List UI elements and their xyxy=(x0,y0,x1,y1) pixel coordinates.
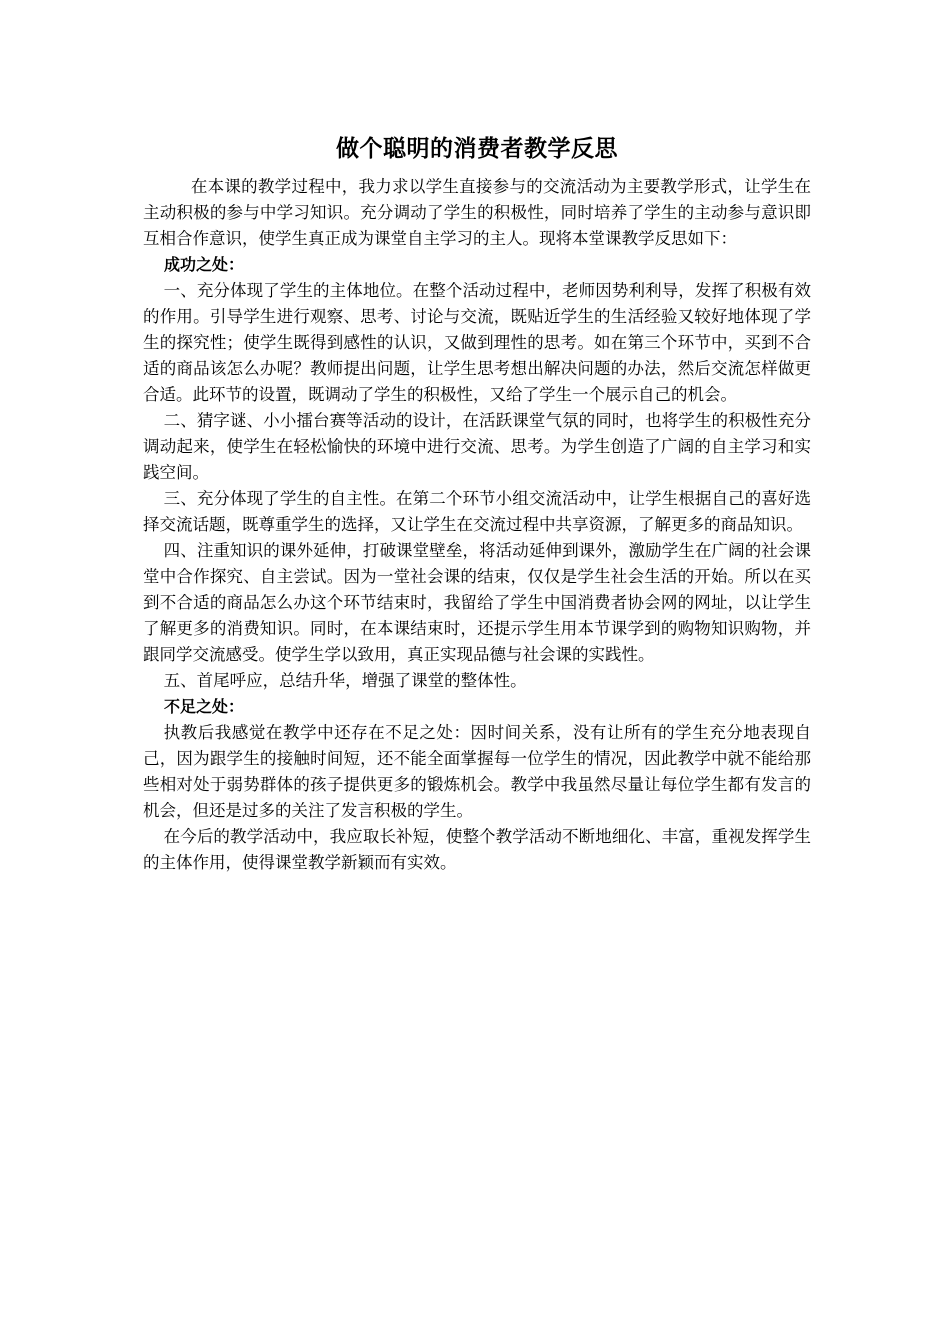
success-item-1: 一、充分体现了学生的主体地位。在整个活动过程中，老师因势利利导，发挥了积极有效的作用。引导学生进行观察、思考、讨论与交流，既贴近学生的生活经验又较好地体现了学生的探究性；使学生既得到感性的认识，又做到理性的思考。如在第三个环节中，买到不合适的商品该怎么办呢？教师提出问题，让学生思考想出解决问题的办法，然后交流怎样做更合适。此环节的设置，既调动了学生的积极性，又给了学生一个展示自己的机会。 xyxy=(143,281,811,404)
shortcomings-item-1: 执教后我感觉在教学中还存在不足之处：因时间关系，没有让所有的学生充分地表现自己，因为跟学生的接触时间短，还不能全面掌握每一位学生的情况，因此教学中就不能给那些相对处于弱势群体的孩子提供更多的锻炼机会。教学中我虽然尽量让每位学生都有发言的机会，但还是过多的关注了发言积极的学生。 xyxy=(143,723,811,820)
shortcomings-item-2: 在今后的教学活动中，我应取长补短，使整个教学活动不断地细化、丰富，重视发挥学生的主体作用，使得课堂教学新颖而有实效。 xyxy=(143,827,811,872)
success-item-3: 三、充分体现了学生的自主性。在第二个环节小组交流活动中，让学生根据自己的喜好选择交流话题，既尊重学生的选择，又让学生在交流过程中共享资源，了解更多的商品知识。 xyxy=(143,489,811,534)
intro-paragraph: 在本课的教学过程中，我力求以学生直接参与的交流活动为主要教学形式，让学生在主动积极的参与中学习知识。充分调动了学生的积极性，同时培养了学生的主动参与意识即互相合作意识，使学生真正成为课堂自主学习的主人。现将本堂课教学反思如下： xyxy=(143,177,811,248)
document-title: 做个聪明的消费者教学反思 xyxy=(336,136,618,162)
success-heading: 成功之处： xyxy=(164,255,245,274)
document-body xyxy=(143,128,811,876)
shortcomings-heading: 不足之处： xyxy=(164,697,245,716)
success-item-2: 二、猜字谜、小小擂台赛等活动的设计，在活跃课堂气氛的同时，也将学生的积极性充分调动起来，使学生在轻松愉快的环境中进行交流、思考。为学生创造了广阔的自主学习和实践空间。 xyxy=(143,411,811,482)
success-item-4: 四、注重知识的课外延伸，打破课堂壁垒，将活动延伸到课外，激励学生在广阔的社会课堂中合作探究、自主尝试。因为一堂社会课的结束，仅仅是学生社会生活的开始。所以在买到不合适的商品怎么办这个环节结束时，我留给了学生中国消费者协会网的网址，以让学生了解更多的消费知识。同时，在本课结束时，还提示学生用本节课学到的购物知识购物，并跟同学交流感受。使学生学以致用，真正实现品德与社会课的实践性。 xyxy=(143,541,811,664)
success-item-5: 五、首尾呼应，总结升华，增强了课堂的整体性。 xyxy=(163,671,527,690)
